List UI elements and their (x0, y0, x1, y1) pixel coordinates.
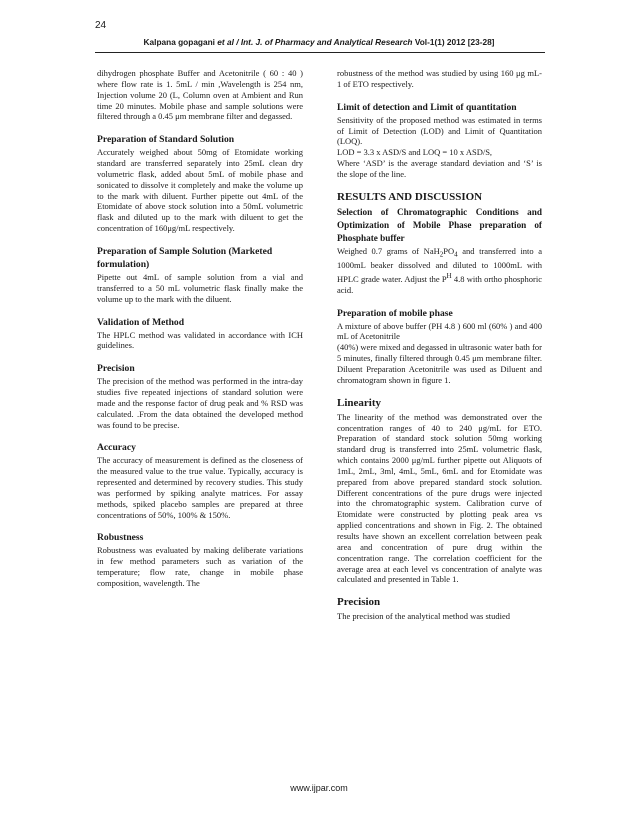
precision-heading: Precision (97, 363, 135, 375)
robustness-text: Robustness was evaluated by making deliberate variations in few method parameters such as variation of the temperature; flow rate, change in mobile phase composition, wavelength. The (97, 545, 303, 588)
mobile-phase-line2: (40%) were mixed and degassed in ultrasonic water bath for 5 minutes, finally filtered through 0.45 μm membrane filter. Diluent Preparation Acetonitrile was used as Diluent and chromatogram shown in figure 1. (337, 342, 542, 385)
left-column (97, 68, 303, 589)
lod-loq-text: Sensitivity of the proposed method was estimated in terms of Limit of Detection (LOD) and Limit of Quantitation (LOQ). (337, 114, 542, 147)
standard-solution-heading: Preparation of Standard Solution (97, 134, 235, 146)
footer-url: www.ijpar.com (290, 783, 348, 793)
lod-loq-note: Where ‘ASD’ is the average standard deviation and ‘S’ is the slope of the line. (337, 158, 542, 179)
chromatographic-conditions-subheading: Selection of Chromatographic Conditions and Optimization of Mobile Phase preparation of Phosphate buffer (337, 206, 542, 243)
accuracy-text: The accuracy of measurement is defined as the closeness of the measured value to the true value. Typically, accuracy is represented and determined by recovery studies. This study was performed by spiking analyte matrices. For assay methods, spiked placebo samples are prepared at three concentrations of 50%, 100% & 150%. (97, 455, 303, 520)
right-column (337, 68, 542, 622)
accuracy-heading: Accuracy (97, 442, 136, 454)
precision-text: The precision of the method was performed in the intra-day studies five repeated injections of standard solution were made and the response factor of drug peak and % RSD was calculated. .From the data obtained the developed method was found to be precise. (97, 376, 303, 430)
sample-solution-text: Pipette out 4mL of sample solution from a vial and transferred to a 50 mL volumetric flask finally make the volume up to the mark with the diluent. (97, 271, 303, 304)
validation-text: The HPLC method was validated in accordance with ICH guidelines. (97, 329, 303, 351)
robustness-continued: robustness of the method was studied by using 160 μg mL-1 of ETO respectively. (337, 68, 542, 89)
mobile-phase-heading: Preparation of mobile phase (337, 307, 453, 319)
validation-heading: Validation of Method (97, 316, 185, 328)
page-number: 24 (95, 20, 107, 31)
sample-solution-heading: Preparation of Sample Solution (Marketed formulation) (97, 245, 273, 270)
lod-loq-formula: LOD = 3.3 x ASD/S and LOQ = 10 x ASD/S, (337, 147, 493, 158)
lod-loq-heading: Limit of detection and Limit of quantitation (337, 101, 517, 113)
precision-heading-right: Precision (337, 596, 381, 609)
precision-text-right: The precision of the analytical method was studied (337, 611, 511, 622)
header-rule (95, 52, 545, 53)
standard-solution-text: Accurately weighed about 50mg of Etomidate working standard are transferred separately into 25mL clean dry volumetric flask, added about 5mL of mobile phase and sonicated to dissolve it completely and make the volume up to the mark with diluent. Further pipette out 4mL of the Etomidate of above stock solution into a 50mL volumetric flask and diluted up to the mark with diluent to get the concentration of 160μg/mL respectively. (97, 147, 303, 234)
intro-paragraph: dihydrogen phosphate Buffer and Acetonitrile ( 60 : 40 ) where flow rate is 1. 5mL / min ,Wavelength is 254 nm, Injection volume 20 (L, Column oven at Ambient and Run time 20 minutes. Mobile phase and sample solutions were filtered through a 0.45 μm membrane filter and degassed. (97, 68, 303, 122)
mobile-phase-line1: A mixture of above buffer (PH 4.8 ) 600 ml (60% ) and 400 mL of Acetonitrile (337, 320, 542, 342)
header-journal: et al / Int. J. of Pharmacy and Analytical Research (217, 37, 413, 47)
phosphate-buffer-text: Weighed 0.7 grams of $NaH_2PO_4$ and transferred into a 1000mL beaker dissolved and diluted to 1000mL with HPLC grade water. Adjust the $P^H$ 4.8 with ortho phosphoric acid. (337, 245, 542, 295)
header-author: Kalpana gopagani (143, 37, 218, 47)
linearity-heading: Linearity (337, 396, 381, 409)
results-heading: RESULTS AND DISCUSSION (337, 190, 483, 203)
running-header (0, 37, 638, 47)
header-volume: Vol-1(1) 2012 [23-28] (412, 37, 495, 47)
linearity-text: The linearity of the method was demonstrated over the concentration ranges of 40 to 240 μg/mL for ETO. Preparation of standard stock solution 50mg working standard drug is transferred into 25mL volumetric flask, which contains 2000 μg/mL further pipette out Aliquots of 1mL, 2mL, 3ml, 4mL, 5mL, 6mL and for Etomidate was prepared from above prepared standard stock solution. Different concentrations of the pure drugs were injected into the chromatographic system. Calibration curve of Etomidate were constructed by plotting peak area vs applied concentrations and shown in Fig. 2. The obtained results have shown an excellent correlation between peak area and concentration of pure drug within the concentration range. The correlation coefficient for the average area at each level vs concentration of analyte was calculated and presented in Table 1. (337, 411, 542, 585)
robustness-heading: Robustness (97, 532, 144, 544)
